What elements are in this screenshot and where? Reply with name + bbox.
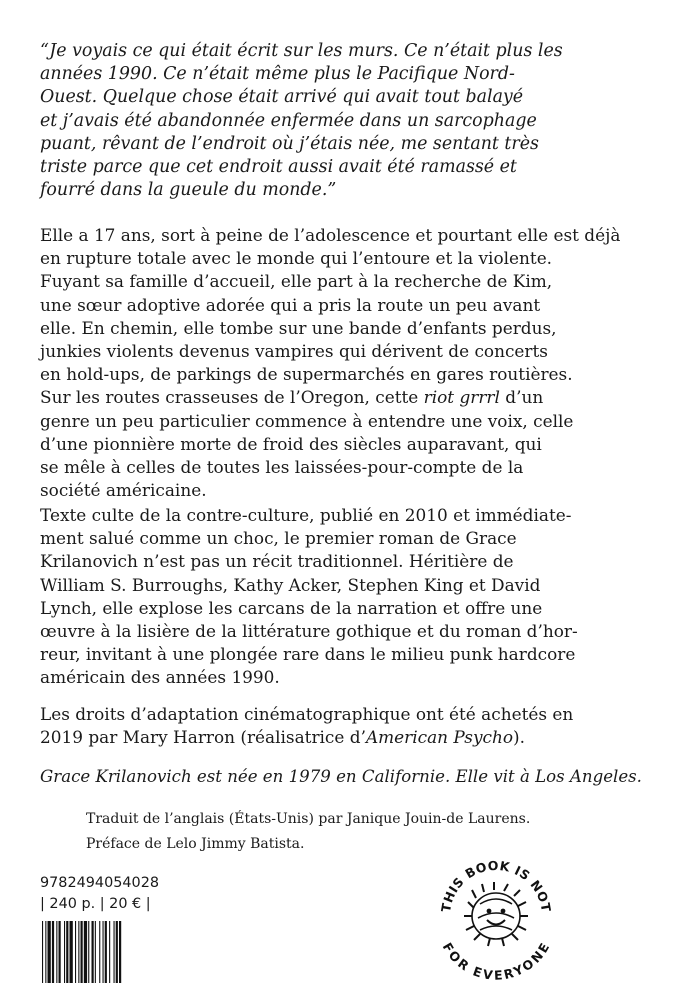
rights-line — [40, 726, 646, 749]
synopsis-line: elle. En chemin, elle tombe sur une bande d’enfants perdus, — [40, 317, 557, 338]
synopsis-line: une sœur adoptive adorée qui a pris la route un peu avant — [40, 294, 541, 315]
quote-line: années 1990. Ce n’était même plus le Pacifique Nord- — [40, 64, 515, 85]
film-title: American Psycho — [365, 727, 514, 748]
critique-paragraph — [40, 504, 646, 690]
pages-price: | 240 p. | 20 € | — [40, 896, 151, 912]
rights-text: ). — [513, 727, 525, 748]
synopsis-line: junkies violents devenus vampires qui dérivent de concerts — [40, 341, 548, 362]
barcode — [40, 921, 164, 983]
quote-line: puant, rêvant de l’endroit où j’étais née, me sentant très — [40, 133, 539, 154]
synopsis-line: en rupture totale avec le monde qui l’entoure et la violente. — [40, 248, 553, 269]
synopsis-line: d’une pionnière morte de froid des siècles auparavant, qui — [40, 433, 542, 454]
quote-line: et j’avais été abandonnée enfermée dans un sarcophage — [40, 110, 537, 131]
preface-credit: Préface de Lelo Jimmy Batista. — [86, 836, 305, 852]
critique-line: Krilanovich n’est pas un récit traditionnel. Héritière de — [40, 551, 514, 572]
synopsis-line: en hold-ups, de parkings de supermarchés en gares routières. — [40, 364, 573, 385]
quote-line: fourré dans la gueule du monde.” — [40, 180, 337, 201]
not-for-everyone-stamp — [428, 844, 564, 980]
critique-line: américain des années 1990. — [40, 667, 280, 688]
translation-credit: Traduit de l’anglais (États-Unis) par Janique Jouin-de Laurens. — [86, 811, 531, 827]
synopsis-line: genre un peu particulier commence à entendre une voix, celle — [40, 410, 574, 431]
quote-line: Ouest. Quelque chose était arrivé qui avait tout balayé — [40, 87, 524, 108]
quote-line: triste parce que cet endroit aussi avait été ramassé et — [40, 157, 517, 178]
svg-text:FOR EVERYONE — [440, 940, 553, 980]
crown-of-thorns-icon — [464, 882, 528, 946]
rights-text: 2019 par Mary Harron (réalisatrice d’ — [40, 727, 366, 748]
critique-line: Texte culte de la contre-culture, publié en 2010 et immédiate- — [40, 505, 572, 525]
critique-line: œuvre à la lisière de la littérature gothique et du roman d’hor- — [40, 621, 578, 642]
critique-line: William S. Burroughs, Kathy Acker, Stephen King et David — [40, 574, 541, 595]
critique-line: Lynch, elle explose les carcans de la narration et offre une — [40, 597, 543, 618]
stamp-bottom-text: FOR EVERYONE — [439, 940, 553, 980]
rights-paragraph — [40, 703, 646, 749]
synopsis-line — [40, 386, 646, 409]
isbn-number: 9782494054028 — [40, 875, 160, 891]
synopsis-text: d’un — [505, 387, 544, 408]
svg-text:THIS BOOK IS NOT — [438, 858, 554, 913]
smiley-face-icon — [487, 909, 506, 925]
synopsis-line: se mêle à celles de toutes les laissées-pour-compte de la — [40, 457, 524, 478]
synopsis-line: Fuyant sa famille d’accueil, elle part à la recherche de Kim, — [40, 271, 553, 292]
riot-grrrl-term: riot grrrl — [423, 387, 500, 408]
quote-line: “Je voyais ce qui était écrit sur les murs. Ce n’était plus les — [40, 41, 563, 61]
epigraph-quote — [40, 40, 640, 202]
synopsis-line: société américaine. — [40, 480, 207, 501]
rights-line: Les droits d’adaptation cinématographique ont été achetés en — [40, 704, 574, 724]
stamp-top-text: THIS BOOK IS NOT — [438, 857, 554, 914]
critique-line: ment salué comme un choc, le premier roman de Grace — [40, 528, 517, 549]
synopsis-line: Elle a 17 ans, sort à peine de l’adolescence et pourtant elle est déjà — [40, 225, 621, 245]
synopsis-paragraph — [40, 224, 646, 502]
author-bio: Grace Krilanovich est née en 1979 en Californie. Elle vit à Los Angeles. — [40, 767, 642, 786]
critique-line: reur, invitant à une plongée rare dans le milieu punk hardcore — [40, 644, 576, 665]
synopsis-text: Sur les routes crasseuses de l’Oregon, cette — [40, 387, 419, 408]
